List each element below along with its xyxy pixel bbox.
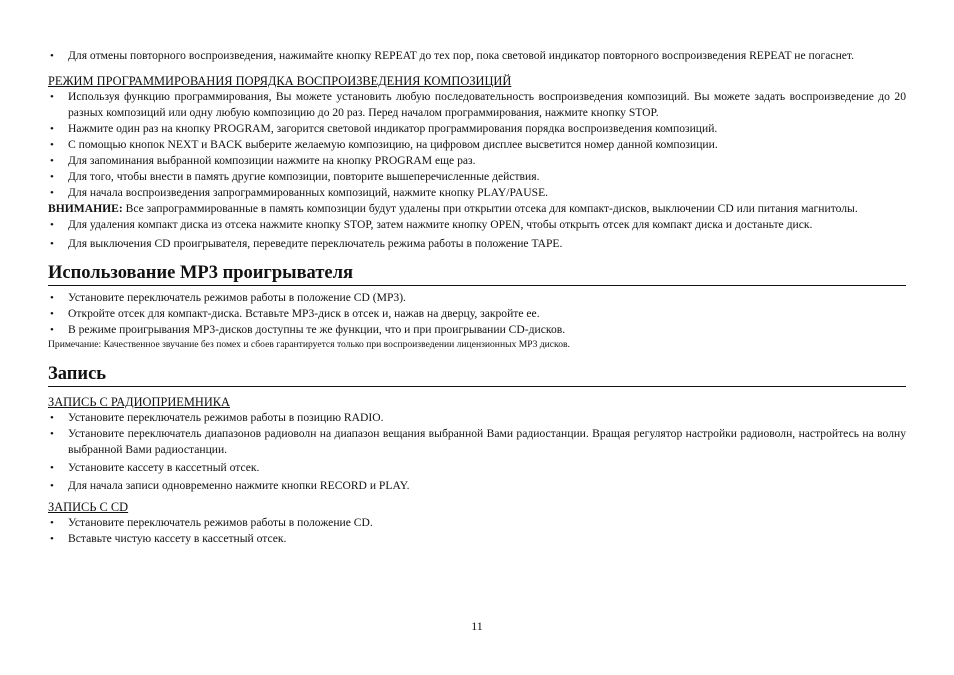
warning-label: ВНИМАНИЕ: [48, 202, 123, 215]
program-mode-heading: РЕЖИМ ПРОГРАММИРОВАНИЯ ПОРЯДКА ВОСПРОИЗВЕДЕНИЯ КОМПОЗИЦИЙ [48, 74, 512, 88]
list-item: • Установите кассету в кассетный отсек. [48, 460, 906, 476]
list-item: • Для удаления компакт диска из отсека нажмите кнопку STOP, затем нажмите кнопку OPEN, чтобы открыть отсек для компакт диска и достаньте диск. [48, 217, 906, 233]
list-item: • Нажмите один раз на кнопку PROGRAM, загорится световой индикатор программирования порядка воспроизведения композиций. [48, 121, 906, 137]
list-item: • Используя функцию программирования, Вы можете установить любую последовательность воспроизведения композиций. Вы можете задать воспроизведение до 20 разных композиций или одну любую композицию до 20 раз. Перед началом программирования, нажмите кнопку STOP. [48, 89, 906, 121]
record-radio-heading: ЗАПИСЬ С РАДИОПРИЕМНИКА [48, 395, 230, 409]
record-section-title: Запись [48, 363, 906, 387]
record-radio-list [48, 410, 906, 494]
list-item: • Вставьте чистую кассету в кассетный отсек. [48, 531, 906, 547]
list-item: • Установите переключатель режимов работы в положение CD (MP3). [48, 290, 906, 306]
list-item: • В режиме проигрывания MP3-дисков доступны те же функции, что и при проигрывании CD-дисков. [48, 322, 906, 338]
record-cd-list [48, 515, 906, 547]
page-number: 11 [471, 619, 483, 633]
list-item: • Установите переключатель режимов работы в положение CD. [48, 515, 906, 531]
list-item: • Для начала воспроизведения запрограммированных композиций, нажмите кнопку PLAY/PAUSE. [48, 185, 906, 201]
program-mode-list [48, 89, 906, 201]
list-item: • Установите переключатель режимов работы в позицию RADIO. [48, 410, 906, 426]
list-item: • Для запоминания выбранной композиции нажмите на кнопку PROGRAM еще раз. [48, 153, 906, 169]
eject-list [48, 217, 906, 252]
record-cd-heading: ЗАПИСЬ С CD [48, 500, 129, 514]
warning-text: Все запрограммированные в память композиции будут удалены при открытии отсека для компакт-дисков, выключении CD или питания магнитолы. [122, 202, 858, 215]
list-item: • Откройте отсек для компакт-диска. Вставьте MP3-диск в отсек и, нажав на дверцу, закройте ее. [48, 306, 906, 322]
list-item: • С помощью кнопок NEXT и BACK выберите желаемую композицию, на цифровом дисплее высветится номер данной композиции. [48, 137, 906, 153]
list-item: • Для выключения CD проигрывателя, переведите переключатель режима работы в положение TAPE. [48, 236, 906, 252]
warning-paragraph [48, 201, 906, 217]
repeat-list [48, 48, 906, 64]
mp3-section-title: Использование MP3 проигрывателя [48, 262, 906, 286]
mp3-list [48, 290, 906, 338]
list-item: • Для того, чтобы внести в память другие композиции, повторите вышеперечисленные действия. [48, 169, 906, 185]
mp3-note: Примечание: Качественное звучание без помех и сбоев гарантируется только при воспроизведении лицензионных MP3 дисков. [48, 339, 570, 350]
list-item: • Для отмены повторного воспроизведения, нажимайте кнопку REPEAT до тех пор, пока световой индикатор повторного воспроизведения REPEAT не погаснет. [48, 48, 906, 64]
manual-page [48, 48, 906, 547]
list-item: • Установите переключатель диапазонов радиоволн на диапазон вещания выбранной Вами радиостанции. Вращая регулятор настройки радиоволн, настройтесь на волну выбранной Вами радиостанции. [48, 426, 906, 458]
list-item: • Для начала записи одновременно нажмите кнопки RECORD и PLAY. [48, 478, 906, 494]
